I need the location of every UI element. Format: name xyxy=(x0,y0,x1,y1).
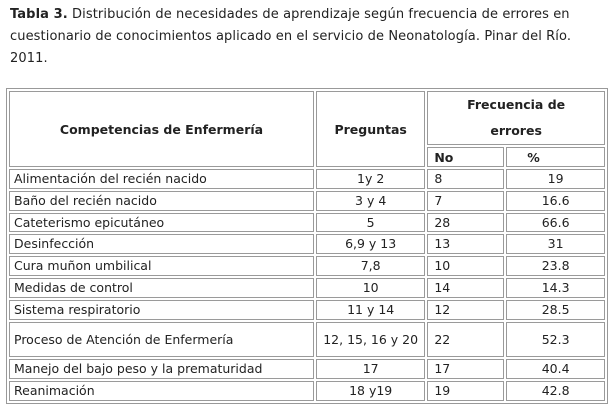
cell-competencia: Manejo del bajo peso y la prematuridad xyxy=(9,359,314,379)
table-row xyxy=(9,322,605,357)
cell-no: 17 xyxy=(427,359,504,379)
cell-competencia: Desinfección xyxy=(9,234,314,254)
table-row xyxy=(9,213,605,233)
cell-no: 13 xyxy=(427,234,504,254)
cell-pct: 40.4 xyxy=(506,359,605,379)
cell-preguntas: 7,8 xyxy=(316,256,425,276)
table-row xyxy=(9,256,605,276)
header-frecuencia-line1: Frecuencia de xyxy=(467,97,566,112)
cell-preguntas: 17 xyxy=(316,359,425,379)
header-frecuencia-line2: errores xyxy=(490,123,542,138)
cell-no: 14 xyxy=(427,278,504,298)
cell-pct: 42.8 xyxy=(506,381,605,401)
table-row xyxy=(9,359,605,379)
data-table xyxy=(6,88,608,404)
cell-no: 12 xyxy=(427,300,504,320)
cell-preguntas: 1y 2 xyxy=(316,169,425,189)
cell-competencia: Baño del recién nacido xyxy=(9,191,314,211)
cell-competencia: Cateterismo epicutáneo xyxy=(9,213,314,233)
cell-preguntas: 18 y19 xyxy=(316,381,425,401)
cell-preguntas: 3 y 4 xyxy=(316,191,425,211)
cell-competencia: Alimentación del recién nacido xyxy=(9,169,314,189)
cell-pct: 52.3 xyxy=(506,322,605,357)
cell-pct: 31 xyxy=(506,234,605,254)
table-caption-label: Tabla 3. xyxy=(10,7,68,22)
cell-pct: 14.3 xyxy=(506,278,605,298)
cell-competencia: Medidas de control xyxy=(9,278,314,298)
cell-competencia: Proceso de Atención de Enfermería xyxy=(9,322,314,357)
cell-pct: 16.6 xyxy=(506,191,605,211)
table-row xyxy=(9,381,605,401)
cell-pct: 66.6 xyxy=(506,213,605,233)
cell-preguntas: 12, 15, 16 y 20 xyxy=(316,322,425,357)
cell-preguntas: 10 xyxy=(316,278,425,298)
table-row xyxy=(9,191,605,211)
cell-pct: 19 xyxy=(506,169,605,189)
table-caption-text: Distribución de necesidades de aprendizaje según frecuencia de errores en cuestionario de conocimientos aplicado en el servicio de Neonatología. Pinar del Río. 2011. xyxy=(10,7,572,66)
table-row xyxy=(9,234,605,254)
table-row xyxy=(9,300,605,320)
cell-competencia: Cura muñon umbilical xyxy=(9,256,314,276)
header-preguntas: Preguntas xyxy=(316,91,425,167)
cell-preguntas: 5 xyxy=(316,213,425,233)
table-row xyxy=(9,169,605,189)
cell-competencia: Sistema respiratorio xyxy=(9,300,314,320)
cell-pct: 28.5 xyxy=(506,300,605,320)
cell-no: 8 xyxy=(427,169,504,189)
cell-preguntas: 11 y 14 xyxy=(316,300,425,320)
cell-no: 28 xyxy=(427,213,504,233)
cell-no: 10 xyxy=(427,256,504,276)
header-no: No xyxy=(427,147,504,167)
header-competencias: Competencias de Enfermería xyxy=(9,91,314,167)
header-pct: % xyxy=(506,147,605,167)
cell-no: 19 xyxy=(427,381,504,401)
header-frecuencia xyxy=(427,91,605,145)
cell-competencia: Reanimación xyxy=(9,381,314,401)
cell-no: 7 xyxy=(427,191,504,211)
table-row xyxy=(9,278,605,298)
cell-no: 22 xyxy=(427,322,504,357)
cell-preguntas: 6,9 y 13 xyxy=(316,234,425,254)
cell-pct: 23.8 xyxy=(506,256,605,276)
table-caption xyxy=(10,4,608,70)
